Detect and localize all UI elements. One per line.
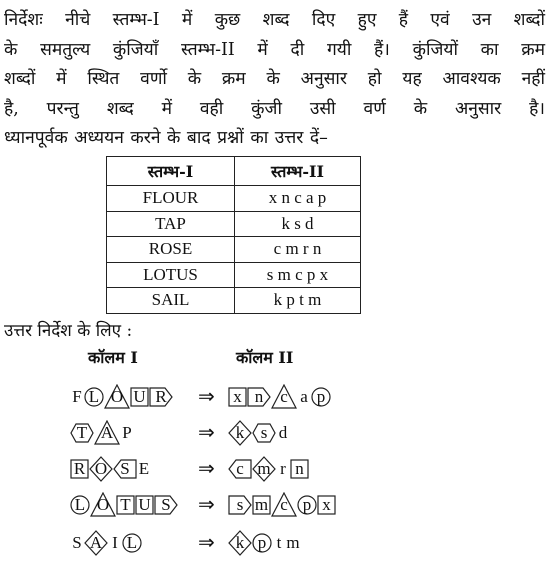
table-header-row (107, 157, 361, 186)
coded-letter-triangle-icon (271, 384, 297, 410)
coded-letter-square-icon (130, 384, 149, 410)
coded-letter-plain-letter (276, 456, 290, 482)
code-cell: s m c p x (235, 262, 361, 288)
coded-letter-diamond-icon (252, 456, 276, 482)
letter: p (316, 387, 326, 406)
table-row (107, 237, 361, 263)
coded-letter-diamond-icon (228, 530, 252, 556)
letter: S (120, 459, 130, 478)
coded-letter-square-icon (290, 456, 309, 482)
word-coded (70, 492, 178, 518)
solution-row (70, 530, 370, 556)
letter: m (254, 495, 269, 514)
letter: c (236, 459, 244, 478)
solution-column-2-header: कॉलम II (236, 348, 294, 367)
word-cell: ROSE (107, 237, 235, 263)
letter: F (72, 387, 82, 406)
letter: U (133, 387, 146, 406)
code-coded (228, 420, 290, 446)
word-cell: SAIL (107, 288, 235, 314)
letter: p (302, 495, 312, 514)
implies-arrow-icon: ⇒ (198, 532, 215, 554)
letter: t (276, 533, 282, 552)
table-row (107, 262, 361, 288)
coded-letter-plain-letter (108, 530, 122, 556)
letter: L (74, 495, 86, 514)
coded-letter-square-icon (228, 384, 247, 410)
implies-arrow-icon: ⇒ (198, 386, 215, 408)
word-cell: LOTUS (107, 262, 235, 288)
letter: I (112, 533, 118, 552)
code-cell: k p t m (235, 288, 361, 314)
letter: R (155, 387, 167, 406)
word-coded (70, 530, 142, 556)
coded-letter-square-icon (317, 492, 336, 518)
letter: L (126, 533, 138, 552)
coded-letter-circle-icon (122, 530, 142, 556)
instruction-line: शब्दों में स्थित वर्णो के क्रम के अनुसार हो यह आवश्यक नहीं (4, 69, 545, 90)
letter: U (138, 495, 151, 514)
instructions-paragraph (4, 6, 545, 154)
word-cell: TAP (107, 211, 235, 237)
coded-letter-circle-icon (252, 530, 272, 556)
letter: S (72, 533, 82, 552)
code-cell: c m r n (235, 237, 361, 263)
code-cell: x n c a p (235, 186, 361, 212)
letter: T (76, 423, 88, 442)
coded-letter-plain-letter (70, 530, 84, 556)
code-cell: k s d (235, 211, 361, 237)
letter: T (120, 495, 131, 514)
coded-letter-triangle-icon (90, 492, 116, 518)
coded-letter-triangle-icon (104, 384, 130, 410)
letter: x (233, 387, 242, 406)
letter: L (88, 387, 100, 406)
solution-row (70, 492, 370, 518)
coded-letter-circle-icon (311, 384, 331, 410)
letter: n (295, 459, 304, 478)
coded-letter-diamond-icon (228, 420, 252, 446)
word-coded (70, 456, 151, 482)
letter: O (110, 387, 124, 406)
code-coded (228, 384, 331, 410)
coded-letter-circle-icon (297, 492, 317, 518)
letter: R (73, 459, 86, 478)
column-2-header: स्तम्भ-II (235, 157, 361, 186)
coded-letter-plain-letter (137, 456, 151, 482)
table-row (107, 288, 361, 314)
coded-letter-right-pointer-icon (154, 492, 178, 518)
coded-letter-right-pointer-icon (149, 384, 173, 410)
table-row (107, 186, 361, 212)
coded-letter-diamond-icon (84, 530, 108, 556)
table-row (107, 211, 361, 237)
implies-arrow-icon: ⇒ (198, 458, 215, 480)
instruction-line: निर्देशः नीचे स्तम्भ-I में कुछ शब्द दिए हुए हैं एवं उन शब्दों (4, 10, 545, 30)
instruction-line: ध्यानपूर्वक अध्ययन करने के बाद प्रश्नों का उत्तर दें– (4, 128, 328, 149)
coded-letter-left-pointer-icon (113, 456, 137, 482)
letter: k (235, 423, 245, 442)
letter: r (280, 459, 286, 478)
coded-letter-circle-icon (84, 384, 104, 410)
solution-column-1-header: कॉलम I (88, 348, 138, 367)
letter: x (322, 495, 331, 514)
solution-row (70, 384, 370, 410)
letter: P (122, 423, 132, 442)
coded-letter-triangle-icon (94, 420, 120, 446)
coded-letter-left-pointer-icon (228, 456, 252, 482)
letter: d (278, 423, 288, 442)
letter: c (280, 495, 288, 514)
letter: c (280, 387, 288, 406)
word-cell: FLOUR (107, 186, 235, 212)
solution-row (70, 456, 370, 482)
word-coded (70, 384, 173, 410)
letter: m (257, 459, 271, 478)
coded-letter-square-icon (252, 492, 271, 518)
answer-guide-label: उत्तर निर्देश के लिए : (4, 321, 133, 341)
letter: s (236, 495, 244, 514)
letter: n (254, 387, 264, 406)
coded-letter-hexagon-icon (252, 420, 276, 446)
column-1-header: स्तम्भ-I (107, 157, 235, 186)
code-coded (228, 530, 300, 556)
letter: m (286, 533, 300, 552)
coded-letter-plain-letter (297, 384, 311, 410)
word-coded (70, 420, 134, 446)
coded-letter-plain-letter (272, 530, 286, 556)
coded-letter-square-icon (135, 492, 154, 518)
columns-table (106, 156, 361, 314)
coded-letter-right-pointer-icon (228, 492, 252, 518)
instruction-line: है, परन्तु शब्द में वही कुंजी उसी वर्ण के अनुसार है। (4, 98, 545, 119)
implies-arrow-icon: ⇒ (198, 494, 215, 516)
letter: O (94, 459, 108, 478)
coded-letter-hexagon-icon (70, 420, 94, 446)
coded-letter-square-icon (70, 456, 89, 482)
instruction-line: के समतुल्य कुंजियाँ स्तम्भ-II में दी गयी हैं। कुंजियों का क्रम (4, 39, 545, 60)
code-coded (228, 492, 336, 518)
implies-arrow-icon: ⇒ (198, 422, 215, 444)
letter: O (96, 495, 110, 514)
letter: S (161, 495, 171, 514)
coded-letter-plain-letter (70, 384, 84, 410)
coded-letter-diamond-icon (89, 456, 113, 482)
coded-letter-triangle-icon (271, 492, 297, 518)
coded-letter-plain-letter (276, 420, 290, 446)
coded-letter-square-icon (116, 492, 135, 518)
solution-row (70, 420, 370, 446)
letter: k (235, 533, 245, 552)
coded-letter-circle-icon (70, 492, 90, 518)
letter: A (100, 423, 114, 442)
letter: E (138, 459, 150, 478)
coded-letter-plain-letter (120, 420, 134, 446)
letter: p (257, 533, 267, 552)
code-coded (228, 456, 309, 482)
coded-letter-plain-letter (286, 530, 300, 556)
letter: A (89, 533, 103, 552)
coded-letter-right-pointer-icon (247, 384, 271, 410)
letter: s (260, 423, 268, 442)
letter: a (300, 387, 308, 406)
